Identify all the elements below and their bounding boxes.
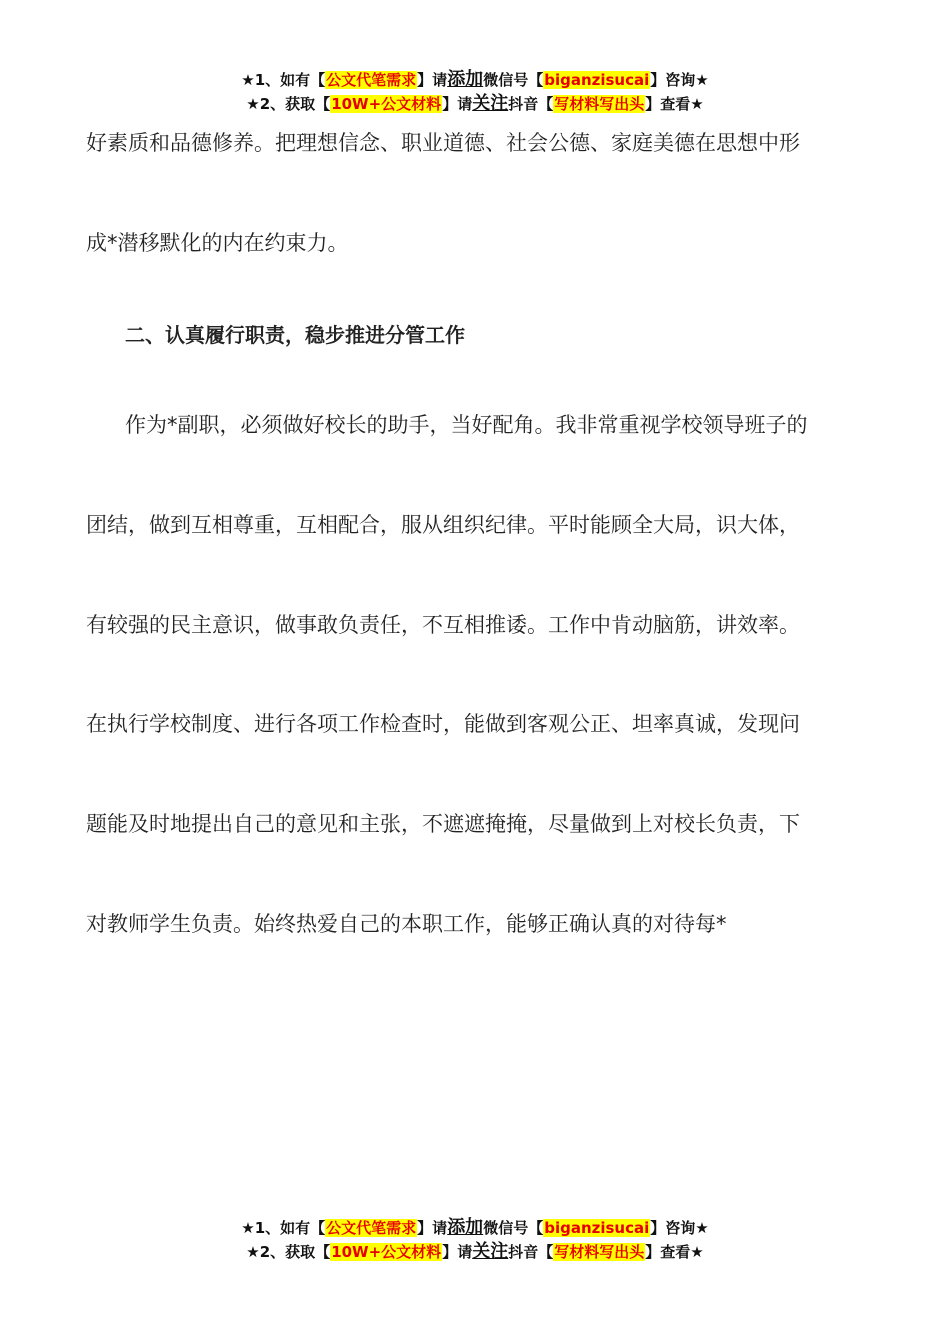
banner-emphasis: 添加 (447, 69, 484, 90)
banner-text: 】请 (442, 95, 473, 113)
footer-banner (0, 1216, 950, 1264)
banner-emphasis: 添加 (447, 1217, 484, 1238)
banner-line-1 (0, 68, 950, 92)
banner-text: 】查看★ (645, 95, 704, 113)
banner-emphasis: 关注 (472, 1241, 509, 1262)
banner-highlight: 写材料写出头 (554, 95, 645, 113)
paragraph-line: 好素质和品德修养。把理想信念、职业道德、社会公德、家庭美德在思想中形 (86, 131, 800, 155)
banner-text: ★1、如有【 (241, 71, 326, 89)
paragraph-line: 有较强的民主意识，做事敢负责任，不互相推诿。工作中肯动脑筋，讲效率。 (86, 612, 800, 637)
banner-highlight: 公文代笔需求 (326, 1219, 417, 1237)
banner-text: 微信号【 (483, 71, 544, 89)
banner-text: 抖音【 (508, 95, 554, 113)
banner-text: 抖音【 (508, 1243, 554, 1261)
banner-highlight: 10W+公文材料 (331, 1243, 442, 1261)
banner-line-1 (0, 1216, 950, 1240)
banner-text: 】请 (417, 71, 448, 89)
paragraph-line: 团结，做到互相尊重，互相配合，服从组织纪律。平时能顾全大局，识大体， (86, 512, 800, 537)
banner-highlight: 公文代笔需求 (326, 71, 417, 89)
banner-highlight: biganzisucai (544, 71, 650, 89)
banner-text: ★2、获取【 (246, 95, 331, 113)
paragraph-line: 对教师学生负责。始终热爱自己的本职工作，能够正确认真的对待每* (86, 911, 727, 936)
body-paragraph-1 (86, 94, 866, 294)
banner-text: 】请 (417, 1219, 448, 1237)
banner-text: ★1、如有【 (241, 1219, 326, 1237)
banner-text: 】查看★ (645, 1243, 704, 1261)
paragraph-line: 题能及时地提出自己的意见和主张，不遮遮掩掩，尽量做到上对校长负责，下 (86, 812, 800, 837)
banner-text: 】咨询★ (650, 1219, 709, 1237)
banner-highlight: 10W+公文材料 (331, 95, 442, 113)
body-paragraph-2 (86, 376, 866, 975)
banner-emphasis: 关注 (472, 93, 509, 114)
banner-text: 】请 (442, 1243, 473, 1261)
banner-highlight: 写材料写出头 (554, 1243, 645, 1261)
paragraph-line: 成*潜移默化的内在约束力。 (86, 230, 349, 255)
banner-text: 微信号【 (483, 1219, 544, 1237)
paragraph-line: 在执行学校制度、进行各项工作检查时，能做到客观公正、坦率真诚，发现问 (86, 712, 800, 737)
paragraph-line: 作为*副职，必须做好校长的助手，当好配角。我非常重视学校领导班子的 (125, 413, 808, 437)
banner-text: 】咨询★ (650, 71, 709, 89)
banner-line-2 (0, 1240, 950, 1264)
banner-highlight: biganzisucai (544, 1219, 650, 1237)
section-heading: 二、认真履行职责，稳步推进分管工作 (125, 323, 465, 347)
banner-text: ★2、获取【 (246, 1243, 331, 1261)
